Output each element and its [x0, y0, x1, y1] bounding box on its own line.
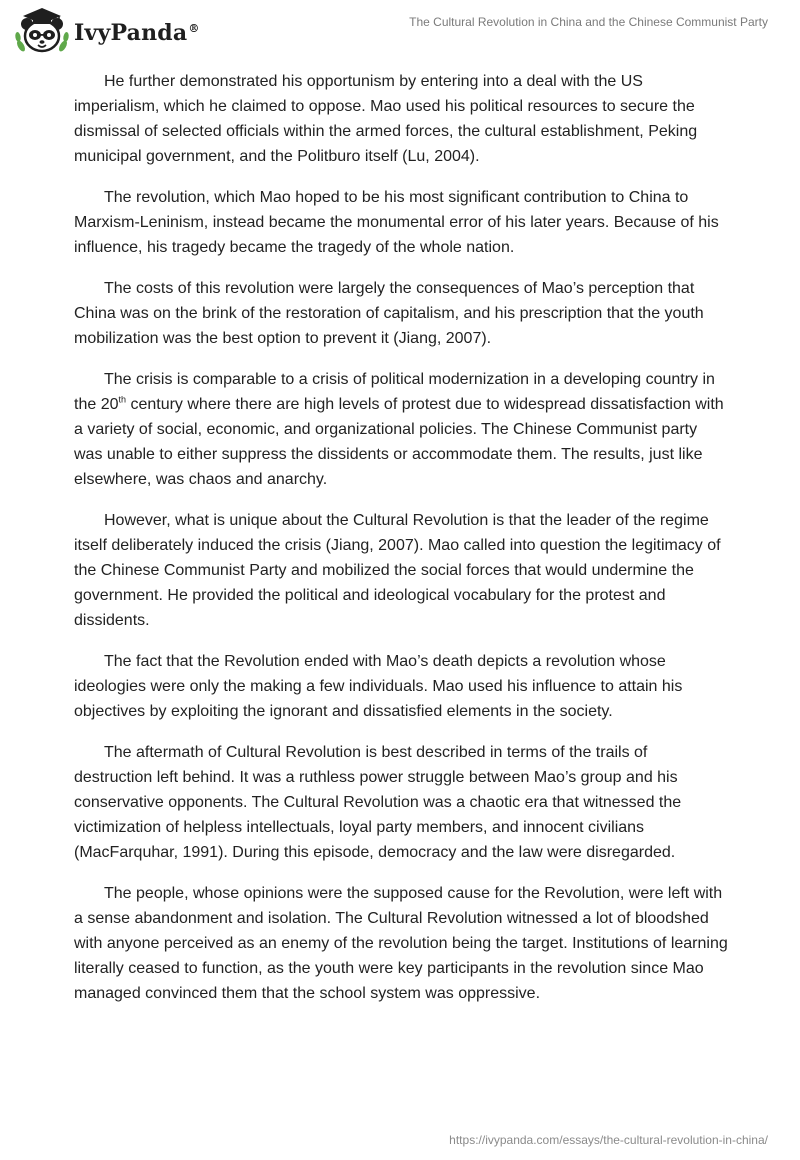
paragraph-text: The crisis is comparable to a crisis of political modernization in a developing country in the 20: [74, 371, 715, 413]
paragraph-text: century where there are high levels of protest due to widespread dissatisfaction with a variety of social, economic, and organizational policies. The Chinese Communist party was unable to either suppress the dissidents or accommodate them. The results, just like elsewhere, was chaos and anarchy.: [74, 396, 724, 488]
paragraph: The costs of this revolution were largely the consequences of Mao’s perception that China was on the brink of the restoration of capitalism, and his prescription that the youth mobilization was the best option to prevent it (Jiang, 2007).: [74, 280, 704, 347]
paragraph: However, what is unique about the Cultural Revolution is that the leader of the regime itself deliberately induced the crisis (Jiang, 2007). Mao called into question the legitimacy of the Chinese Communist Party and mobilized the social forces that would undermine the government. He provided the political and ideological vocabulary for the protest and dissidents.: [74, 512, 721, 629]
paragraph: The aftermath of Cultural Revolution is best described in terms of the trails of destruction left behind. It was a ruthless power struggle between Mao’s group and his conservative opponents. The Cultural Revolution was a chaotic era that witnessed the victimization of helpless intellectuals, loyal party members, and innocent civilians (MacFarquhar, 1991). During this episode, democracy and the law were disregarded.: [74, 744, 682, 861]
logo-name: IvyPanda: [74, 20, 188, 46]
source-url-link[interactable]: https://ivypanda.com/essays/the-cultural-revolution-in-china/: [449, 1133, 768, 1147]
paragraph: He further demonstrated his opportunism by entering into a deal with the US imperialism, which he claimed to oppose. Mao used his political resources to secure the dismissal of selected officials within the armed forces, the cultural establishment, Peking municipal government, and the Politburo itself (Lu, 2004).: [74, 73, 698, 165]
paragraph: The fact that the Revolution ended with Mao’s death depicts a revolution whose ideologies were only the making a few individuals. Mao used his influence to attain his objectives by exploiting the ignorant and dissatisfied elements in the society.: [74, 653, 683, 720]
paragraph: [74, 367, 730, 492]
logo-wordmark: [74, 20, 200, 46]
paragraph: The revolution, which Mao hoped to be his most significant contribution to China to Marxism-Leninism, instead became the monumental error of his later years. Because of his influence, his tragedy became the tragedy of the whole nation.: [74, 189, 719, 256]
page-header: [0, 0, 800, 60]
essay-body: [74, 69, 730, 1022]
ordinal-superscript: th: [118, 394, 126, 405]
panda-graduate-icon: [14, 6, 70, 56]
ivypanda-logo[interactable]: [14, 6, 200, 56]
logo-registered-mark: ®: [188, 21, 200, 35]
paragraph: The people, whose opinions were the supposed cause for the Revolution, were left with a sense abandonment and isolation. The Cultural Revolution witnessed a lot of bloodshed with anyone perceived as an enemy of the revolution being the target. Institutions of learning literally ceased to function, as the youth were key participants in the revolution since Mao managed convinced them that the school system was oppressive.: [74, 885, 728, 1002]
running-title: The Cultural Revolution in China and the Chinese Communist Party: [409, 15, 768, 29]
